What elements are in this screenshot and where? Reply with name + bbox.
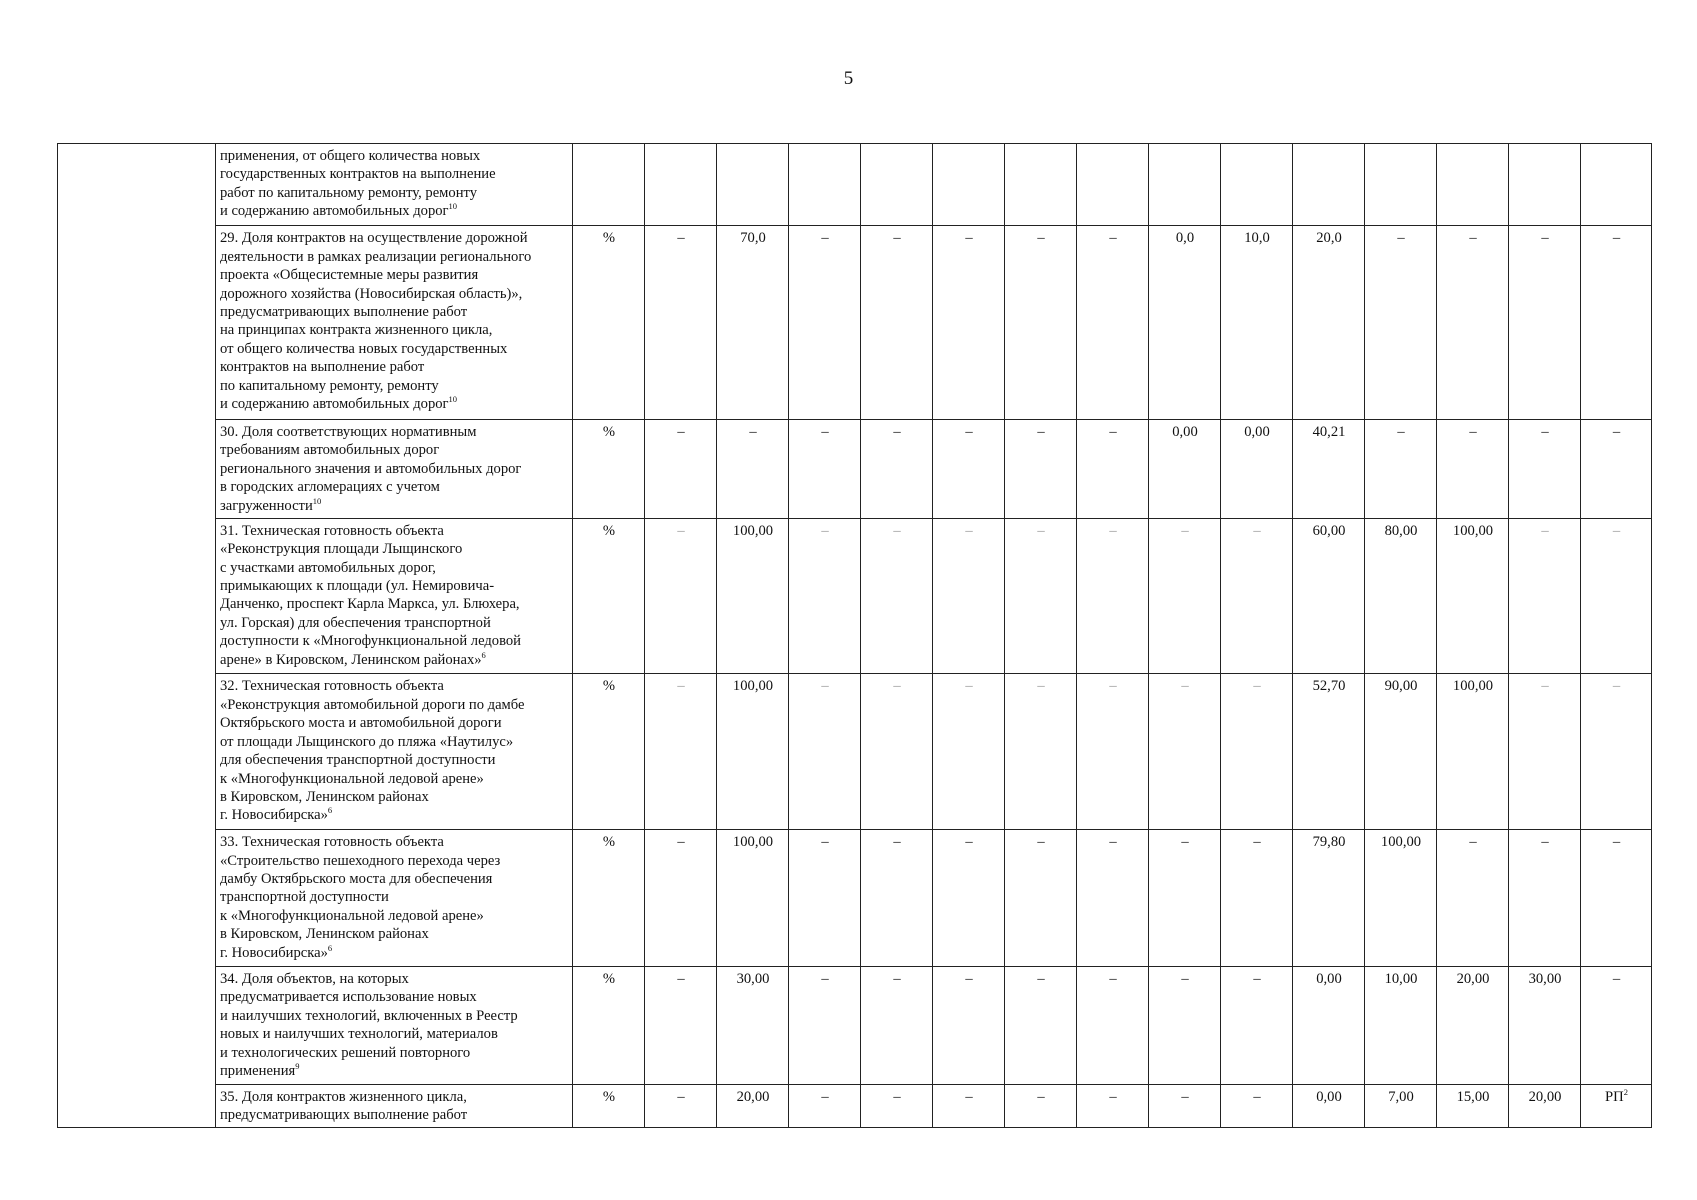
value-cell: –: [1221, 674, 1293, 830]
value-cell: –: [1437, 419, 1509, 518]
description-line: к «Многофункциональной ледовой арене»: [220, 907, 484, 924]
description-line: ул. Горская) для обеспечения транспортной: [220, 614, 491, 631]
description-line: регионального значения и автомобильных дорог: [220, 460, 522, 477]
value-cell: –: [645, 419, 717, 518]
table-row: [58, 518, 1652, 674]
description-line: деятельности в рамках реализации регионального: [220, 248, 532, 265]
value-cell: –: [1221, 830, 1293, 967]
footnote-mark: 6: [481, 649, 486, 660]
value-cell: –: [1005, 518, 1077, 674]
value-cell: –: [933, 966, 1005, 1084]
indicator-description-cell: [216, 226, 573, 420]
value-cell: [933, 144, 1005, 226]
description-line: «Реконструкция автомобильной дороги по дамбе: [220, 696, 525, 713]
description-line: и содержанию автомобильных дорог: [220, 396, 449, 412]
description-line: предусматривается использование новых: [220, 989, 477, 1006]
value-cell: 70,0: [717, 226, 789, 420]
description-line: г. Новосибирска»: [220, 807, 328, 824]
footnote-mark: 6: [327, 805, 333, 816]
description-line: и наилучших технологий, включенных в Реестр: [220, 1007, 518, 1024]
value-cell: [861, 144, 933, 226]
value-cell: –: [1005, 830, 1077, 967]
value-cell: –: [645, 674, 717, 830]
value-cell: –: [1581, 674, 1652, 830]
description-line: государственных контрактов на выполнение: [220, 166, 496, 183]
value-cell: 79,80: [1293, 830, 1365, 967]
description-line: транспортной доступности: [220, 889, 389, 906]
description-line: г. Новосибирска»: [220, 944, 328, 961]
value-cell: [1005, 144, 1077, 226]
value-cell: –: [645, 966, 717, 1084]
value-cell: 0,00: [1221, 419, 1293, 518]
value-cell: –: [1509, 674, 1581, 830]
description-line: предусматривающих выполнение работ: [220, 1107, 468, 1124]
value-cell: 100,00: [1365, 830, 1437, 967]
description-line: 31. Техническая готовность объекта: [220, 522, 444, 539]
description-line: на принципах контракта жизненного цикла,: [220, 322, 493, 339]
value-cell: –: [789, 226, 861, 420]
value-cell: 0,0: [1149, 226, 1221, 420]
value-cell: –: [1581, 966, 1652, 1084]
value-cell: 10,00: [1365, 966, 1437, 1084]
value-cell: [1149, 144, 1221, 226]
value-cell: 0,00: [1149, 419, 1221, 518]
value-cell: –: [861, 674, 933, 830]
value-cell: –: [1509, 226, 1581, 420]
value-cell: 20,0: [1293, 226, 1365, 420]
value-cell: [1077, 144, 1149, 226]
table-row: [58, 226, 1652, 420]
description-line: в Кировском, Ленинском районах: [220, 926, 429, 943]
description-line: и содержанию автомобильных дорог: [220, 203, 449, 220]
description-line: 35. Доля контрактов жизненного цикла,: [220, 1088, 467, 1105]
value-cell: –: [861, 830, 933, 967]
table-row: [58, 419, 1652, 518]
description-line: 29. Доля контрактов на осуществление дорожной: [220, 230, 528, 247]
indicator-description-cell: [216, 966, 573, 1084]
value-cell: 10,0: [1221, 226, 1293, 420]
value-cell: –: [1005, 419, 1077, 518]
value-cell: –: [1365, 226, 1437, 420]
value-cell: –: [1005, 674, 1077, 830]
value-cell: –: [645, 518, 717, 674]
value-cell: –: [717, 419, 789, 518]
unit-cell: %: [573, 830, 645, 967]
value-cell: –: [933, 226, 1005, 420]
value-cell: –: [1221, 966, 1293, 1084]
value-cell: –: [1581, 830, 1652, 967]
value-cell: 100,00: [1437, 518, 1509, 674]
value-cell: –: [1005, 226, 1077, 420]
value-cell: –: [1437, 226, 1509, 420]
value-cell: –: [1149, 966, 1221, 1084]
description-line: проекта «Общесистемные меры развития: [220, 267, 479, 284]
value-cell: –: [1149, 1084, 1221, 1127]
description-line: 30. Доля соответствующих нормативным: [220, 423, 477, 440]
description-line: «Реконструкция площади Лыщинского: [220, 541, 463, 558]
unit-cell: %: [573, 518, 645, 674]
footnote-mark: 10: [448, 201, 458, 212]
value-cell: –: [789, 1084, 861, 1127]
value-cell: –: [1149, 518, 1221, 674]
value-cell: –: [1077, 518, 1149, 674]
value-cell: [717, 144, 789, 226]
value-cell: –: [1365, 419, 1437, 518]
value-cell: 100,00: [717, 674, 789, 830]
value-cell: –: [861, 419, 933, 518]
description-line: предусматривающих выполнение работ: [220, 303, 468, 320]
unit-cell: %: [573, 966, 645, 1084]
table-row: [58, 966, 1652, 1084]
indicator-description-cell: [216, 1084, 573, 1127]
description-line: и технологических решений повторного: [220, 1044, 471, 1061]
value-cell: 20,00: [1437, 966, 1509, 1084]
value-cell: 52,70: [1293, 674, 1365, 830]
value-cell: –: [789, 518, 861, 674]
footnote-mark: 9: [295, 1060, 300, 1071]
description-line: Данченко, проспект Карла Маркса, ул. Блюхера,: [220, 596, 520, 613]
description-line: «Строительство пешеходного перехода через: [220, 852, 501, 869]
value-cell: 15,00: [1437, 1084, 1509, 1127]
description-line: контрактов на выполнение работ: [220, 359, 425, 376]
value-cell: –: [645, 226, 717, 420]
description-line: применения, от общего количества новых: [220, 148, 481, 164]
value-cell: –: [1077, 226, 1149, 420]
description-line: Октябрьского моста и автомобильной дороги: [220, 715, 502, 732]
description-line: в Кировском, Ленинском районах: [220, 788, 429, 805]
description-line: новых и наилучших технологий, материалов: [220, 1026, 498, 1043]
value-cell: 40,21: [1293, 419, 1365, 518]
description-line: примыкающих к площади (ул. Немировича-: [220, 578, 495, 594]
description-line: дамбу Октябрьского моста для обеспечения: [220, 870, 493, 887]
value-cell: 20,00: [717, 1084, 789, 1127]
description-line: 32. Техническая готовность объекта: [220, 678, 444, 695]
value-cell: 90,00: [1365, 674, 1437, 830]
value-cell: 100,00: [717, 830, 789, 967]
description-line: 33. Техническая готовность объекта: [220, 834, 444, 851]
value-cell: –: [645, 830, 717, 967]
value-cell: [1581, 144, 1652, 226]
indicator-description-cell: [216, 674, 573, 830]
value-cell: –: [933, 674, 1005, 830]
value-cell: –: [1221, 1084, 1293, 1127]
value-cell: –: [1437, 830, 1509, 967]
value-cell: –: [861, 226, 933, 420]
value-cell: –: [789, 674, 861, 830]
value-cell: –: [1581, 226, 1652, 420]
description-line: требованиям автомобильных дорог: [220, 442, 440, 459]
value-cell: –: [861, 1084, 933, 1127]
value-cell: –: [861, 518, 933, 674]
empty-first-column-cell: [58, 144, 216, 1128]
value-cell: $РП^2$: [1581, 1084, 1652, 1127]
value-cell: –: [1077, 966, 1149, 1084]
value-cell: –: [1005, 1084, 1077, 1127]
description-line: от общего количества новых государственных: [220, 340, 508, 357]
value-cell: –: [933, 518, 1005, 674]
description-line: с участками автомобильных дорог,: [220, 559, 436, 576]
value-cell: –: [1149, 674, 1221, 830]
table-row: [58, 674, 1652, 830]
value-cell: [789, 144, 861, 226]
value-cell: –: [1509, 518, 1581, 674]
unit-cell: %: [573, 1084, 645, 1127]
indicators-table: [57, 143, 1652, 1128]
value-cell: 100,00: [1437, 674, 1509, 830]
value-cell: [1365, 144, 1437, 226]
footnote-mark: 6: [327, 942, 333, 953]
value-cell: 0,00: [1293, 966, 1365, 1084]
description-line: к «Многофункциональной ледовой арене»: [220, 770, 484, 787]
value-cell: –: [933, 419, 1005, 518]
indicator-description-cell: [216, 518, 573, 674]
value-cell: –: [861, 966, 933, 1084]
indicator-description-cell: [216, 144, 573, 226]
value-cell: [645, 144, 717, 226]
value-cell: [1437, 144, 1509, 226]
value-cell: 30,00: [717, 966, 789, 1084]
footnote-mark: 10: [312, 495, 322, 506]
table-row: [58, 830, 1652, 967]
value-cell: [1293, 144, 1365, 226]
value-cell: 100,00: [717, 518, 789, 674]
value-cell: –: [1077, 419, 1149, 518]
description-line: загруженности: [220, 497, 313, 514]
value-cell: 20,00: [1509, 1084, 1581, 1127]
value-cell: –: [1509, 830, 1581, 967]
value-cell: –: [1077, 830, 1149, 967]
unit-cell: %: [573, 226, 645, 420]
description-line: доступности к «Многофункциональной ледовой: [220, 633, 521, 650]
description-line: в городских агломерациях с учетом: [220, 479, 440, 496]
description-line: работ по капитальному ремонту, ремонту: [220, 184, 478, 201]
description-line: от площади Лыщинского до пляжа «Наутилус»: [220, 733, 514, 750]
description-line: применения: [220, 1062, 296, 1079]
value-cell: –: [789, 966, 861, 1084]
description-line: 34. Доля объектов, на которых: [220, 970, 409, 987]
unit-cell: %: [573, 419, 645, 518]
description-line: по капитальному ремонту, ремонту: [220, 377, 439, 394]
page-number: 5: [843, 68, 854, 89]
value-cell: –: [1509, 419, 1581, 518]
value-cell: –: [933, 1084, 1005, 1127]
indicator-description-cell: [216, 830, 573, 967]
value-cell: –: [1581, 518, 1652, 674]
description-line: для обеспечения транспортной доступности: [220, 752, 496, 769]
value-cell: –: [1149, 830, 1221, 967]
value-cell: 0,00: [1293, 1084, 1365, 1127]
value-cell: –: [933, 830, 1005, 967]
table-row: [58, 144, 1652, 226]
value-cell: –: [645, 1084, 717, 1127]
table-row: [58, 1084, 1652, 1127]
value-cell: 7,00: [1365, 1084, 1437, 1127]
footnote-mark: 10: [448, 394, 458, 404]
value-cell: –: [1221, 518, 1293, 674]
description-line: дорожного хозяйства (Новосибирская область)»,: [220, 285, 523, 302]
value-cell: 30,00: [1509, 966, 1581, 1084]
value-cell: [1509, 144, 1581, 226]
value-cell: 60,00: [1293, 518, 1365, 674]
description-line: арене» в Кировском, Ленинском районах»: [220, 651, 482, 668]
unit-cell: %: [573, 674, 645, 830]
value-cell: 80,00: [1365, 518, 1437, 674]
value-cell: –: [1581, 419, 1652, 518]
value-cell: –: [789, 830, 861, 967]
value-cell: –: [1005, 966, 1077, 1084]
unit-cell: [573, 144, 645, 226]
value-cell: [1221, 144, 1293, 226]
value-cell: –: [789, 419, 861, 518]
value-cell: –: [1077, 1084, 1149, 1127]
footnote-mark: 2: [1623, 1086, 1628, 1097]
value-cell: –: [1077, 674, 1149, 830]
indicator-description-cell: [216, 419, 573, 518]
